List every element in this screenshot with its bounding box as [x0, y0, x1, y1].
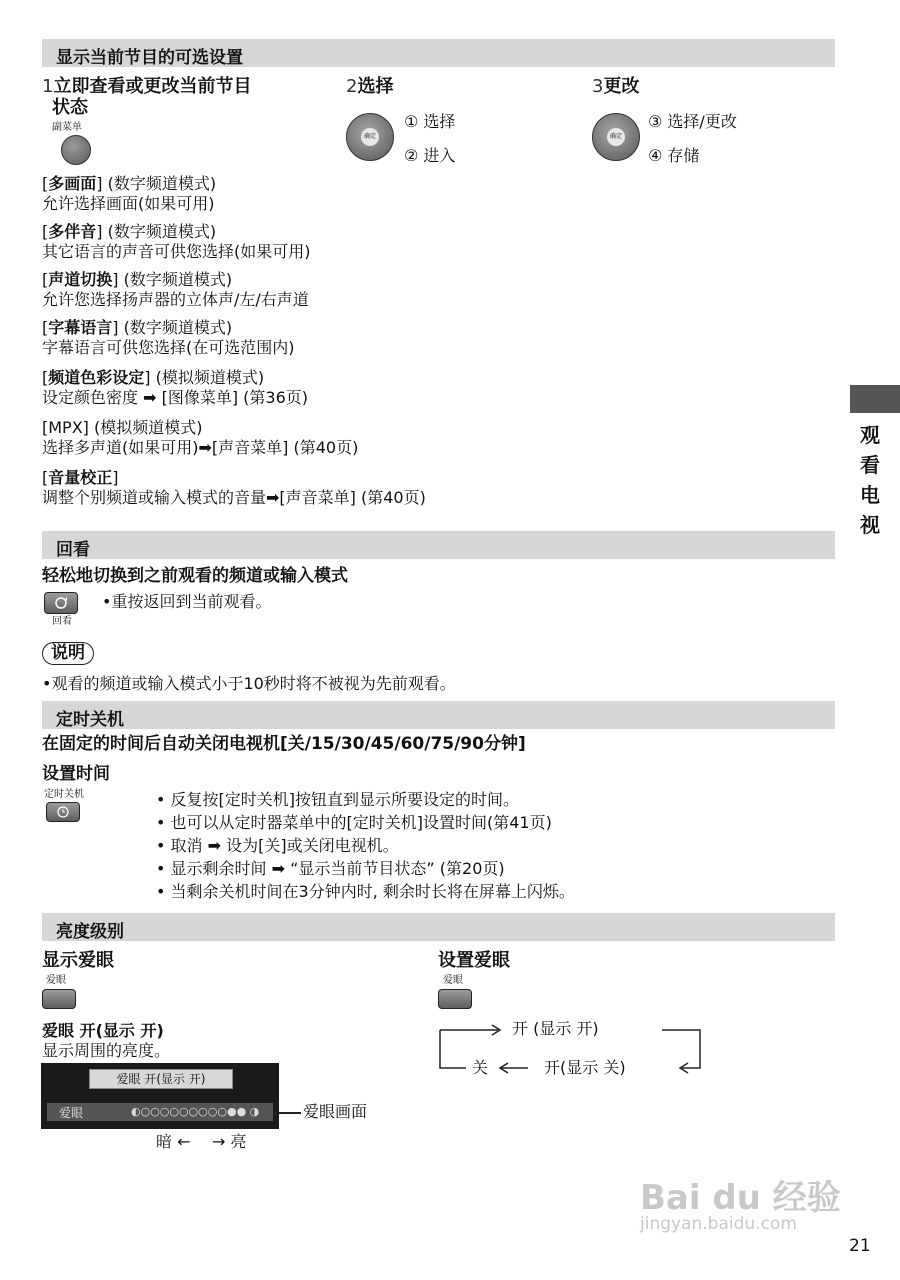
- last-view-bullet: •重按返回到当前观看。: [102, 592, 272, 611]
- option-item-multiview: [多画面] (数字频道模式) 允许选择画面(如果可用): [42, 174, 217, 213]
- brightness-meter: ◐○○○○○○○○○●● ◑: [131, 1105, 260, 1118]
- step3-heading: 3更改: [592, 76, 640, 97]
- step3-option-store: ④ 存储: [648, 146, 700, 165]
- section-header-last-view: [42, 531, 835, 559]
- osd-callout: 爱眼画面: [303, 1102, 368, 1121]
- callout-line: [279, 1112, 301, 1114]
- watermark-url: jingyan.baidu.com: [640, 1214, 797, 1234]
- option-item-subtitle-language: [字幕语言] (数字频道模式) 字幕语言可供您选择(在可选范围内): [42, 318, 295, 357]
- osd-title: 爱眼 开(显示 开): [89, 1069, 233, 1089]
- cycle-on-display-off: 开(显示 关): [544, 1058, 626, 1077]
- page-number: 21: [849, 1236, 871, 1256]
- osd-label: 爱眼: [59, 1106, 84, 1120]
- step3-option-change: ③ 选择/更改: [648, 112, 737, 131]
- option-menu-label: 副菜单: [52, 122, 82, 133]
- option-item-mpx: [MPX] (模拟频道模式) 选择多声道(如果可用)➡[声音菜单] (第40页): [42, 418, 359, 457]
- eco-display-heading: 显示爱眼: [42, 950, 114, 971]
- ok-button-2[interactable]: 确定: [607, 128, 625, 146]
- section-title: 定时关机: [56, 710, 124, 730]
- eco-set-heading: 设置爱眼: [438, 950, 510, 971]
- baidu-logo-watermark: Bai du 经验: [640, 1178, 841, 1218]
- section-title: 亮度级别: [56, 922, 124, 942]
- last-view-button-label: 回看: [52, 616, 72, 627]
- ok-button[interactable]: 确定: [361, 128, 379, 146]
- option-item-multiaudio: [多伴音] (数字频道模式) 其它语言的声音可供您选择(如果可用): [42, 222, 311, 261]
- option-menu-button[interactable]: [61, 135, 91, 165]
- dpad-select[interactable]: [346, 113, 394, 161]
- off-timer-bullet-1: • 反复按[定时关机]按钮直到显示所要设定的时间。: [156, 790, 520, 809]
- section-header-off-timer: [42, 701, 835, 729]
- eco-button-label-2: 爱眼: [443, 975, 463, 986]
- timer-icon: [47, 803, 79, 821]
- off-timer-bullet-3: • 取消 ➡ 设为[关]或关闭电视机。: [156, 836, 399, 855]
- step2-heading: 2选择: [346, 76, 394, 97]
- dark-label: 暗 ←: [156, 1132, 191, 1151]
- off-timer-bullet-4: • 显示剩余时间 ➡ “显示当前节目状态” (第20页): [156, 859, 505, 878]
- note-text: •观看的频道或输入模式小于10秒时将不被视为先前观看。: [42, 674, 456, 693]
- step2-option-select: ① 选择: [404, 112, 456, 131]
- chapter-tab-label: 观看电视: [860, 423, 880, 537]
- eco-button-2[interactable]: [438, 989, 472, 1009]
- eco-desc: 显示周围的亮度。: [42, 1041, 171, 1060]
- section-header-options: [42, 39, 835, 67]
- cycle-on-display-on: 开 (显示 开): [512, 1019, 599, 1038]
- note-label: 说明: [42, 642, 94, 665]
- off-timer-subheading: 设置时间: [42, 764, 110, 784]
- osd-row: [47, 1103, 273, 1121]
- option-item-channel-switch: [声道切换] (数字频道模式) 允许您选择扬声器的立体声/左/右声道: [42, 270, 309, 309]
- option-item-volume-correction: [音量校正] 调整个别频道或输入模式的音量➡[声音菜单] (第40页): [42, 468, 426, 507]
- section-title: 回看: [56, 540, 90, 560]
- eco-button[interactable]: [42, 989, 76, 1009]
- off-timer-button-label: 定时关机: [44, 789, 84, 800]
- refresh-icon: [45, 593, 77, 613]
- section-header-brightness: [42, 913, 835, 941]
- cycle-off: 关: [472, 1058, 489, 1077]
- off-timer-heading: 在固定的时间后自动关闭电视机[关/15/30/45/60/75/90分钟]: [42, 734, 526, 754]
- last-view-heading: 轻松地切换到之前观看的频道或输入模式: [42, 566, 348, 586]
- chapter-tab: [850, 385, 900, 413]
- step1-heading: 1立即查看或更改当前节目: [42, 76, 252, 97]
- off-timer-bullet-5: • 当剩余关机时间在3分钟内时, 剩余时长将在屏幕上闪烁。: [156, 882, 575, 901]
- step2-option-enter: ② 进入: [404, 146, 456, 165]
- last-view-button[interactable]: [44, 592, 78, 614]
- option-item-colour-system: [频道色彩设定] (模拟频道模式) 设定颜色密度 ➡ [图像菜单] (第36页): [42, 368, 308, 407]
- dpad-change[interactable]: [592, 113, 640, 161]
- eco-button-label: 爱眼: [46, 975, 66, 986]
- eco-desc-title: 爱眼 开(显示 开): [42, 1021, 164, 1040]
- section-title: 显示当前节目的可选设置: [56, 48, 243, 68]
- off-timer-bullet-2: • 也可以从定时器菜单中的[定时关机]设置时间(第41页): [156, 813, 552, 832]
- eco-osd-screen: [41, 1063, 279, 1129]
- bright-label: → 亮: [212, 1132, 247, 1151]
- step1-heading-line2: 状态: [52, 97, 88, 118]
- off-timer-button[interactable]: [46, 802, 80, 822]
